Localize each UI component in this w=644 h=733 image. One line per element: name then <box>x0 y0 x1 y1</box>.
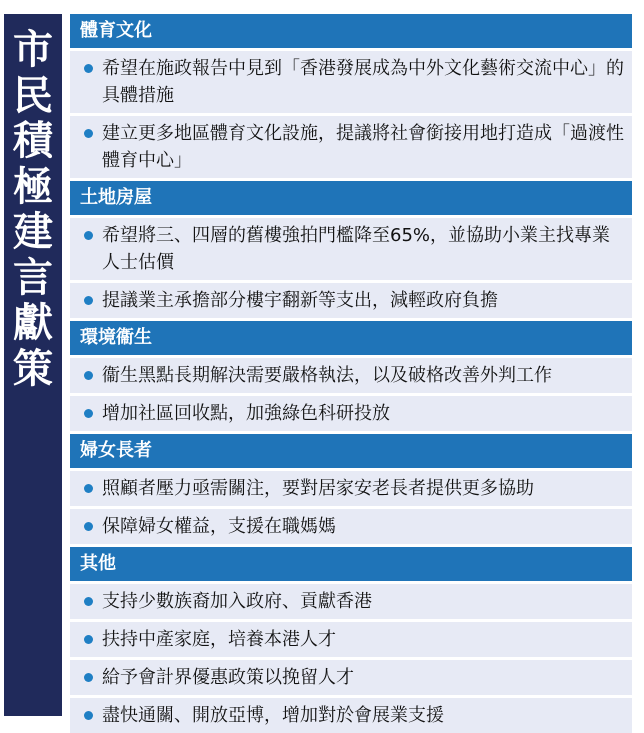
item-text: 衞生黑點長期解決需要嚴格執法，以及破格改善外判工作 <box>102 365 552 386</box>
sidebar-banner <box>4 14 62 716</box>
list-item <box>70 396 632 431</box>
item-text: 給予會計界優惠政策以挽留人才 <box>102 667 354 688</box>
bullet-icon <box>84 371 93 380</box>
bullet-icon <box>84 231 93 240</box>
item-text: 提議業主承擔部分樓宇翻新等支出，減輕政府負擔 <box>102 290 498 311</box>
item-text: 盡快通關、開放亞博，增加對於會展業支援 <box>102 705 444 726</box>
list-item <box>70 471 632 506</box>
section-heading-sports-culture: 體育文化 <box>70 14 632 48</box>
section-heading-land-housing: 土地房屋 <box>70 181 632 215</box>
item-text: 扶持中產家庭，培養本港人才 <box>102 629 336 650</box>
bullet-icon <box>84 484 93 493</box>
list-item <box>70 358 632 393</box>
item-text: 支持少數族裔加入政府、貢獻香港 <box>102 591 372 612</box>
list-item <box>70 283 632 318</box>
bullet-icon <box>84 522 93 531</box>
bullet-icon <box>84 64 93 73</box>
item-text: 增加社區回收點，加強綠色科研投放 <box>102 403 390 424</box>
content-list <box>70 14 632 733</box>
item-text: 照顧者壓力亟需關注，要對居家安老長者提供更多協助 <box>102 478 534 499</box>
section-heading-others: 其他 <box>70 547 632 581</box>
list-item <box>70 509 632 544</box>
bullet-icon <box>84 129 93 138</box>
bullet-icon <box>84 673 93 682</box>
section-heading-women-elderly: 婦女長者 <box>70 434 632 468</box>
section-heading-environment-hygiene: 環境衞生 <box>70 321 632 355</box>
list-item <box>70 116 632 178</box>
item-text: 希望將三、四層的舊樓強拍門檻降至65%，並協助小業主找專業人士估價 <box>102 225 611 273</box>
bullet-icon <box>84 597 93 606</box>
list-item <box>70 51 632 113</box>
bullet-icon <box>84 296 93 305</box>
bullet-icon <box>84 635 93 644</box>
item-text: 保障婦女權益，支援在職媽媽 <box>102 516 336 537</box>
item-text: 希望在施政報告中見到「香港發展成為中外文化藝術交流中心」的具體措施 <box>102 58 624 106</box>
list-item <box>70 622 632 657</box>
list-item <box>70 584 632 619</box>
bullet-icon <box>84 409 93 418</box>
page-title: 市民積極建言獻策 <box>13 27 53 392</box>
list-item <box>70 218 632 280</box>
bullet-icon <box>84 711 93 720</box>
list-item <box>70 698 632 733</box>
list-item <box>70 660 632 695</box>
item-text: 建立更多地區體育文化設施，提議將社會銜接用地打造成「過渡性體育中心」 <box>102 123 624 171</box>
